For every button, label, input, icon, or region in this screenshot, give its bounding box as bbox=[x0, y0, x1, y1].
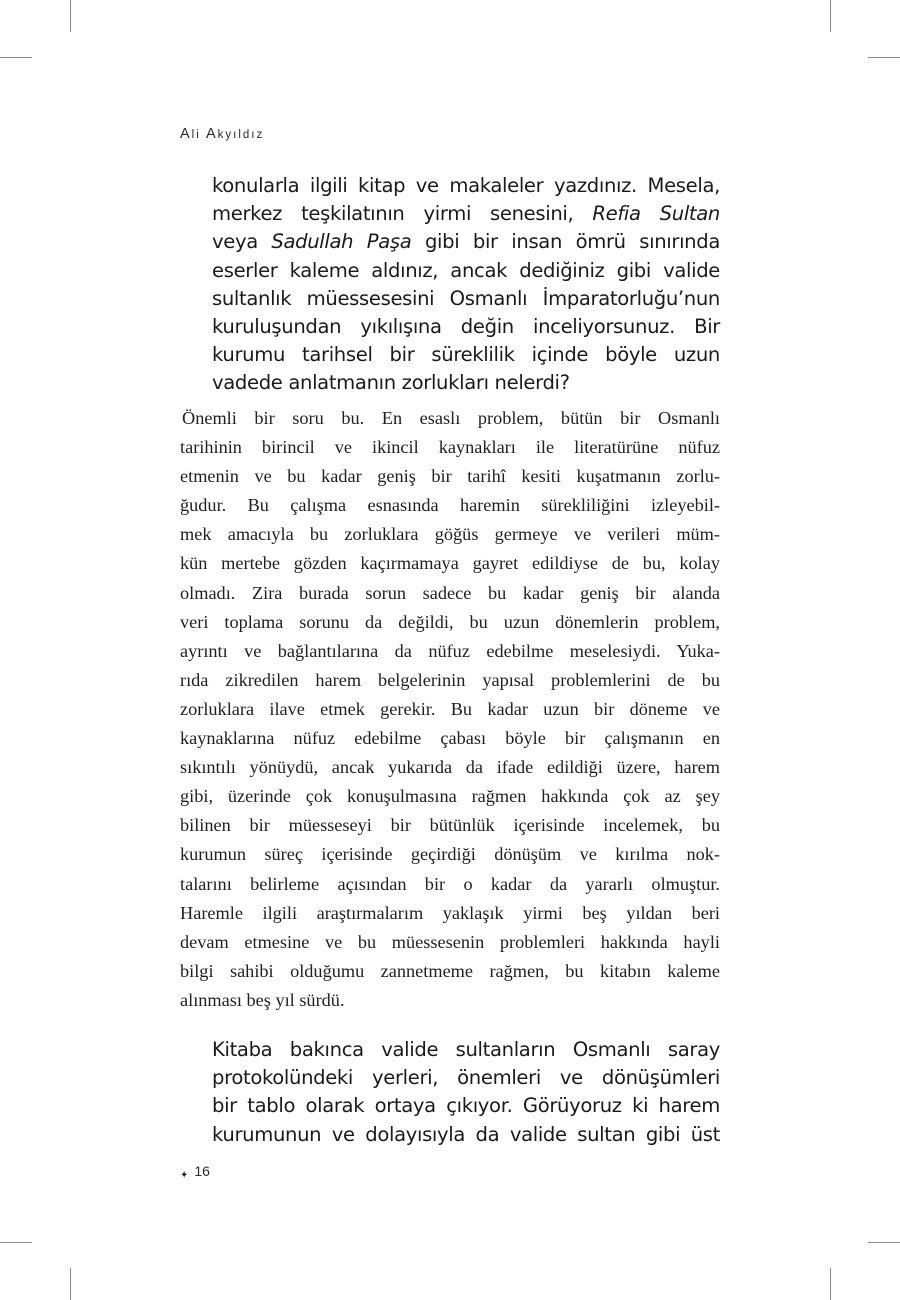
header-smallcaps-a: li bbox=[191, 129, 206, 141]
question-2-line: protokolündeki yerleri, önemleri ve dönüşümleri bbox=[212, 1066, 720, 1090]
header-initial-b: A bbox=[205, 126, 218, 142]
book-title-sadullah-pasa: Sadullah Paşa bbox=[271, 230, 412, 254]
crop-mark-top-right bbox=[830, 0, 831, 32]
crop-mark-top-left bbox=[70, 0, 71, 32]
interview-question-1 bbox=[212, 172, 720, 398]
answer-line: alınması beş yıl sürdü. bbox=[180, 989, 345, 1010]
crop-mark-bottom-right bbox=[830, 1268, 831, 1300]
answer-paragraph bbox=[180, 404, 720, 1015]
question-1-line: konularla ilgili kitap ve makaleler yazdınız. Mesela, bbox=[212, 174, 720, 197]
page-number: 16 bbox=[194, 1163, 210, 1179]
answer-line: mek amacıyla bu zorluklara göğüs germeye ve verileri müm- bbox=[180, 524, 720, 545]
book-title-refia-sultan: Refia Sultan bbox=[592, 202, 720, 226]
ornament-icon: ✦ bbox=[180, 1170, 189, 1181]
header-smallcaps-b: kyıldız bbox=[217, 129, 265, 141]
answer-line: bilinen bir müesseseyi bir bütünlük içerisinde incelemek, bu bbox=[180, 815, 720, 836]
answer-line: bilgi sahibi olduğumu zannetmeme rağmen, bu kitabın kaleme bbox=[180, 960, 720, 981]
answer-line: ayrıntı ve bağlantılarına da nüfuz edebilme meselesiydi. Yuka- bbox=[180, 640, 720, 661]
question-1-line: sultanlık müessesesini Osmanlı İmparatorluğu’nun bbox=[212, 286, 720, 310]
question-1-line: kuruluşundan yıkılışına değin inceliyorsunuz. Bir bbox=[212, 315, 720, 339]
crop-mark-bottom-left bbox=[70, 1268, 71, 1300]
crop-mark-right-bottom bbox=[868, 1242, 900, 1243]
crop-mark-right-top bbox=[868, 57, 900, 58]
question-1-line: merkez teşkilatının yirmi senesini, Refia Sultan bbox=[212, 202, 720, 226]
answer-line: talarını belirleme açısından bir o kadar da yararlı olmuştur. bbox=[180, 873, 720, 894]
question-1-line: vadede anlatmanın zorlukları nelerdi? bbox=[212, 371, 570, 395]
answer-line: gibi, üzerinde çok konuşulmasına rağmen hakkında çok az şey bbox=[180, 786, 720, 807]
answer-line: ğudur. Bu çalışma esnasında haremin sürekliliğini izleyebil- bbox=[180, 495, 720, 516]
question-2-line: Kitaba bakınca valide sultanların Osmanlı saray bbox=[212, 1038, 720, 1061]
answer-line: veri toplama sorunu da değildi, bu uzun dönemlerin problem, bbox=[180, 611, 720, 632]
answer-line: kaynaklarına nüfuz edebilme çabası böyle bir çalışmanın en bbox=[180, 728, 720, 749]
crop-mark-left-top bbox=[0, 57, 32, 58]
answer-line: kün mertebe gözden kaçırmamaya gayret edildiyse de bu, kolay bbox=[180, 553, 720, 574]
page-folio bbox=[180, 1163, 210, 1179]
answer-line: tarihinin birincil ve ikincil kaynakları ile literatürüne nüfuz bbox=[180, 437, 720, 458]
question-1-line: veya Sadullah Paşa gibi bir insan ömrü sınırında bbox=[212, 230, 720, 254]
question-2-line: bir tablo olarak ortaya çıkıyor. Görüyoruz ki harem bbox=[212, 1094, 720, 1118]
answer-line: Haremle ilgili araştırmalarım yaklaşık yirmi beş yıldan beri bbox=[180, 902, 720, 923]
running-header bbox=[180, 126, 264, 142]
answer-line: devam etmesine ve bu müessesenin problemleri hakkında hayli bbox=[180, 931, 720, 952]
answer-line: sıkıntılı yönüydü, ancak yukarıda da ifade edildiği üzere, harem bbox=[180, 757, 720, 778]
answer-line: rıda zikredilen harem belgelerinin yapısal problemlerini de bu bbox=[180, 669, 720, 690]
answer-line: Önemli bir soru bu. En esaslı problem, bütün bir Osmanlı bbox=[182, 408, 720, 428]
question-2-line: kurumunun ve dolayısıyla da valide sultan gibi üst bbox=[212, 1122, 720, 1146]
answer-line: olmadı. Zira burada sorun sadece bu kadar geniş bir alanda bbox=[180, 582, 720, 603]
question-1-line: kurumu tarihsel bir süreklilik içinde böyle uzun bbox=[212, 343, 720, 367]
header-initial-a: A bbox=[180, 126, 192, 142]
answer-line: zorluklara ilave etmek gerekir. Bu kadar uzun bir döneme ve bbox=[180, 698, 720, 719]
question-1-line: eserler kaleme aldınız, ancak dediğiniz gibi valide bbox=[212, 258, 720, 282]
interview-question-2 bbox=[212, 1036, 720, 1149]
answer-line: kurumun süreç içerisinde geçirdiği dönüşüm ve kırılma nok- bbox=[180, 844, 720, 865]
crop-mark-left-bottom bbox=[0, 1242, 32, 1243]
answer-line: etmenin ve bu kadar geniş bir tarihî kesiti kuşatmanın zorlu- bbox=[180, 466, 720, 487]
